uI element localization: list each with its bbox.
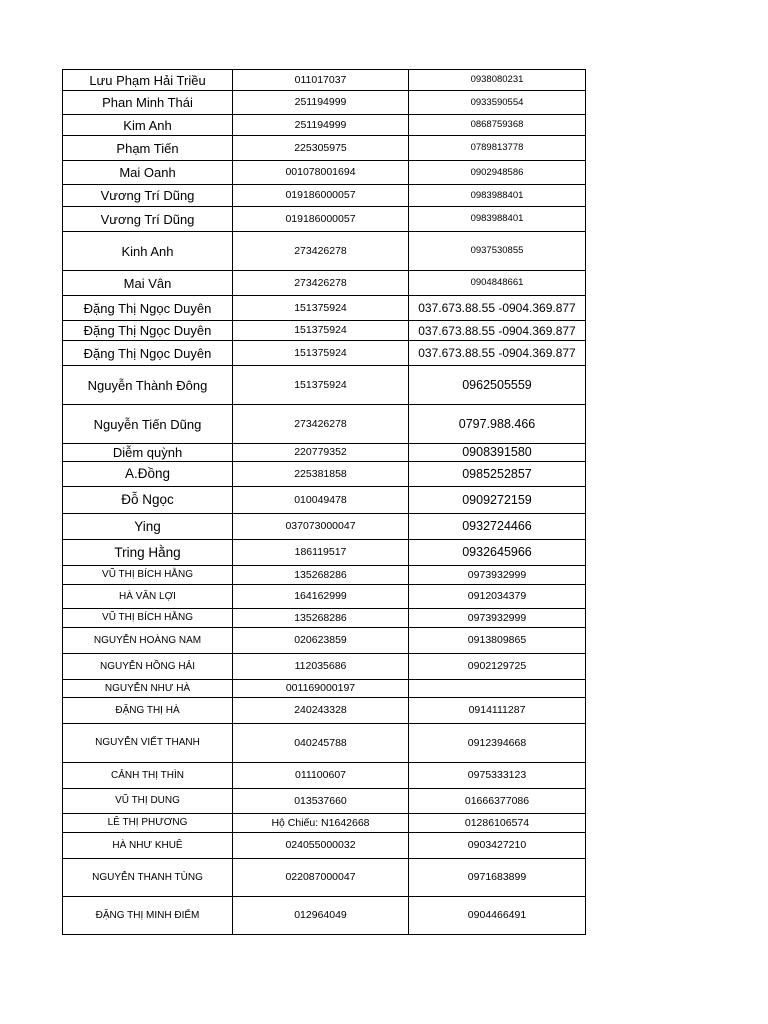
id-number-cell: 273426278	[233, 271, 409, 296]
phone-cell: 0903427210	[409, 833, 586, 859]
name-cell: HÀ NHƯ KHUÊ	[63, 833, 233, 859]
table-row	[63, 514, 586, 540]
id-number-cell: 020623859	[233, 628, 409, 654]
phone-cell: 0868759368	[409, 115, 586, 136]
table-row	[63, 897, 586, 935]
id-number-cell: 019186000057	[233, 185, 409, 207]
id-number-cell: 273426278	[233, 405, 409, 444]
name-cell: NGUYỄN HỒNG HẢI	[63, 654, 233, 680]
phone-cell: 0983988401	[409, 207, 586, 232]
table-row	[63, 487, 586, 514]
phone-cell: 0908391580	[409, 444, 586, 462]
id-number-cell: 040245788	[233, 724, 409, 763]
table-row	[63, 540, 586, 566]
phone-cell: 0985252857	[409, 462, 586, 487]
contact-table	[62, 69, 586, 935]
id-number-cell: 151375924	[233, 296, 409, 321]
name-cell: Mai Vân	[63, 271, 233, 296]
table-row	[63, 462, 586, 487]
table-row	[63, 789, 586, 814]
id-number-cell: 011100607	[233, 763, 409, 789]
table-row	[63, 654, 586, 680]
name-cell: Kinh Anh	[63, 232, 233, 271]
id-number-cell: 151375924	[233, 321, 409, 341]
id-number-cell: 164162999	[233, 585, 409, 609]
id-number-cell: 151375924	[233, 341, 409, 366]
phone-cell: 0909272159	[409, 487, 586, 514]
table-row	[63, 405, 586, 444]
phone-cell: 0797.988.466	[409, 405, 586, 444]
table-row	[63, 628, 586, 654]
name-cell: Kim Anh	[63, 115, 233, 136]
phone-cell: 0975333123	[409, 763, 586, 789]
name-cell: Đặng Thị Ngọc Duyên	[63, 296, 233, 321]
table-row	[63, 207, 586, 232]
name-cell: HÀ VĂN LỢI	[63, 585, 233, 609]
phone-cell: 0938080231	[409, 70, 586, 91]
name-cell: LÊ THỊ PHƯƠNG	[63, 814, 233, 833]
phone-cell: 0983988401	[409, 185, 586, 207]
name-cell: Đỗ Ngọc	[63, 487, 233, 514]
phone-cell: 0933590554	[409, 91, 586, 115]
name-cell: ĐẶNG THỊ HÀ	[63, 698, 233, 724]
name-cell: Đặng Thị Ngọc Duyên	[63, 341, 233, 366]
phone-cell: 0973932999	[409, 609, 586, 628]
id-number-cell: 001169000197	[233, 680, 409, 698]
table-row	[63, 585, 586, 609]
name-cell: Mai Oanh	[63, 161, 233, 185]
table-row	[63, 91, 586, 115]
table-row	[63, 698, 586, 724]
table-row	[63, 724, 586, 763]
name-cell: Tring Hằng	[63, 540, 233, 566]
table-row	[63, 136, 586, 161]
name-cell: VŨ THỊ BÍCH HẰNG	[63, 566, 233, 585]
id-number-cell: 151375924	[233, 366, 409, 405]
phone-cell: 037.673.88.55 -0904.369.877	[409, 296, 586, 321]
phone-cell: 0902129725	[409, 654, 586, 680]
phone-cell: 0789813778	[409, 136, 586, 161]
table-row	[63, 859, 586, 897]
id-number-cell: 019186000057	[233, 207, 409, 232]
id-number-cell: 251194999	[233, 91, 409, 115]
phone-cell	[409, 680, 586, 698]
phone-cell: 0912034379	[409, 585, 586, 609]
phone-cell: 0937530855	[409, 232, 586, 271]
name-cell: Vương Trí Dũng	[63, 185, 233, 207]
phone-cell: 0962505559	[409, 366, 586, 405]
table-row	[63, 444, 586, 462]
name-cell: NGUYỄN THANH TÙNG	[63, 859, 233, 897]
table-row	[63, 609, 586, 628]
id-number-cell: 011017037	[233, 70, 409, 91]
id-number-cell: 001078001694	[233, 161, 409, 185]
name-cell: VŨ THỊ BÍCH HẰNG	[63, 609, 233, 628]
id-number-cell: 024055000032	[233, 833, 409, 859]
id-number-cell: 010049478	[233, 487, 409, 514]
name-cell: Nguyễn Thành Đông	[63, 366, 233, 405]
table-row	[63, 366, 586, 405]
table-row	[63, 161, 586, 185]
table-row	[63, 763, 586, 789]
id-number-cell: Hộ Chiếu: N1642668	[233, 814, 409, 833]
id-number-cell: 225305975	[233, 136, 409, 161]
phone-cell: 0932724466	[409, 514, 586, 540]
table-row	[63, 271, 586, 296]
name-cell: ĐẶNG THỊ MINH ĐIỂM	[63, 897, 233, 935]
phone-cell: 037.673.88.55 -0904.369.877	[409, 321, 586, 341]
id-number-cell: 273426278	[233, 232, 409, 271]
name-cell: CẢNH THỊ THÌN	[63, 763, 233, 789]
phone-cell: 0904466491	[409, 897, 586, 935]
id-number-cell: 022087000047	[233, 859, 409, 897]
table-row	[63, 70, 586, 91]
name-cell: NGUYỄN HOÀNG NAM	[63, 628, 233, 654]
name-cell: Ying	[63, 514, 233, 540]
table-row	[63, 833, 586, 859]
table-row	[63, 296, 586, 321]
id-number-cell: 220779352	[233, 444, 409, 462]
table-row	[63, 115, 586, 136]
phone-cell: 0912394668	[409, 724, 586, 763]
name-cell: Vương Trí Dũng	[63, 207, 233, 232]
phone-cell: 01666377086	[409, 789, 586, 814]
name-cell: NGUYỄN VIẾT THANH	[63, 724, 233, 763]
id-number-cell: 012964049	[233, 897, 409, 935]
name-cell: Nguyễn Tiến Dũng	[63, 405, 233, 444]
id-number-cell: 112035686	[233, 654, 409, 680]
phone-cell: 0932645966	[409, 540, 586, 566]
name-cell: NGUYỄN NHƯ HÀ	[63, 680, 233, 698]
name-cell: Lưu Phạm Hải Triều	[63, 70, 233, 91]
id-number-cell: 225381858	[233, 462, 409, 487]
phone-cell: 01286106574	[409, 814, 586, 833]
id-number-cell: 037073000047	[233, 514, 409, 540]
phone-cell: 0971683899	[409, 859, 586, 897]
table-row	[63, 321, 586, 341]
name-cell: Đặng Thị Ngọc Duyên	[63, 321, 233, 341]
table-row	[63, 814, 586, 833]
table-row	[63, 680, 586, 698]
phone-cell: 0904848661	[409, 271, 586, 296]
contact-table-body	[63, 70, 586, 935]
table-row	[63, 185, 586, 207]
table-row	[63, 232, 586, 271]
id-number-cell: 251194999	[233, 115, 409, 136]
name-cell: Phạm Tiến	[63, 136, 233, 161]
name-cell: Diễm quỳnh	[63, 444, 233, 462]
id-number-cell: 135268286	[233, 566, 409, 585]
table-row	[63, 566, 586, 585]
id-number-cell: 240243328	[233, 698, 409, 724]
id-number-cell: 135268286	[233, 609, 409, 628]
name-cell: VŨ THỊ DUNG	[63, 789, 233, 814]
phone-cell: 037.673.88.55 -0904.369.877	[409, 341, 586, 366]
table-row	[63, 341, 586, 366]
id-number-cell: 186119517	[233, 540, 409, 566]
phone-cell: 0914111287	[409, 698, 586, 724]
name-cell: Phan Minh Thái	[63, 91, 233, 115]
phone-cell: 0913809865	[409, 628, 586, 654]
phone-cell: 0902948586	[409, 161, 586, 185]
id-number-cell: 013537660	[233, 789, 409, 814]
name-cell: A.Đồng	[63, 462, 233, 487]
phone-cell: 0973932999	[409, 566, 586, 585]
